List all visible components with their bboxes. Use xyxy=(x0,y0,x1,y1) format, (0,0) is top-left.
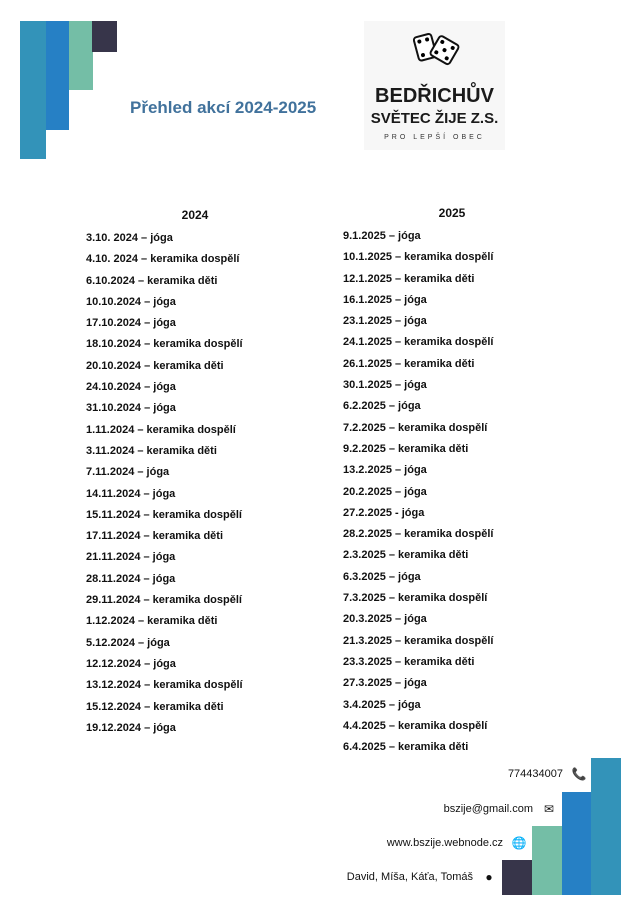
event-item: 3.4.2025 – jóga xyxy=(343,698,421,711)
event-item: 1.11.2024 – keramika dospělí xyxy=(86,423,236,436)
contact-people xyxy=(347,870,497,884)
deco-bar xyxy=(92,21,117,52)
event-item: 3.11.2024 – keramika děti xyxy=(86,444,217,457)
event-item: 21.3.2025 – keramika dospělí xyxy=(343,634,494,647)
logo-name-line2: SVĚTEC ŽIJE Z.S. xyxy=(370,110,499,127)
heading-2025: 2025 xyxy=(438,206,466,220)
event-item: 12.12.2024 – jóga xyxy=(86,657,176,670)
event-item: 6.4.2025 – keramika děti xyxy=(343,741,469,754)
event-item: 4.10. 2024 – keramika dospělí xyxy=(86,253,240,266)
event-item: 9.2.2025 – keramika děti xyxy=(343,442,469,455)
deco-bar xyxy=(502,860,532,895)
event-item: 20.2.2025 – jóga xyxy=(343,485,427,498)
event-item: 3.10. 2024 – jóga xyxy=(86,232,173,244)
event-item: 23.3.2025 – keramika děti xyxy=(343,655,475,668)
event-item: 7.3.2025 – keramika dospělí xyxy=(343,592,488,605)
deco-bar xyxy=(46,21,69,130)
event-item: 6.3.2025 – jóga xyxy=(343,570,421,583)
logo xyxy=(364,21,505,150)
event-item: 19.12.2024 – jóga xyxy=(86,721,176,734)
deco-bar xyxy=(20,21,46,159)
event-item: 17.11.2024 – keramika děti xyxy=(86,530,223,543)
event-item: 29.11.2024 – keramika dospělí xyxy=(86,594,242,607)
logo-tagline: PRO LEPŠÍ OBEC xyxy=(384,134,485,141)
phone-number[interactable]: 774434007 xyxy=(507,768,563,780)
website-link[interactable]: www.bszije.webnode.cz xyxy=(386,837,503,849)
event-item: 24.1.2025 – keramika dospělí xyxy=(343,336,494,349)
person-icon: ● xyxy=(485,870,493,884)
event-item: 14.11.2024 – jóga xyxy=(86,487,176,500)
deco-bar xyxy=(562,792,591,895)
event-item: 23.1.2025 – jóga xyxy=(343,315,427,328)
event-item: 30.1.2025 – jóga xyxy=(343,379,427,392)
event-item: 6.2.2025 – jóga xyxy=(343,400,421,413)
event-item: 17.10.2024 – jóga xyxy=(86,317,176,330)
event-item: 5.12.2024 – jóga xyxy=(86,636,170,649)
event-item: 15.12.2024 – keramika děti xyxy=(86,700,224,713)
event-item: 15.11.2024 – keramika dospělí xyxy=(86,508,242,521)
deco-bar xyxy=(69,21,93,90)
event-item: 18.10.2024 – keramika dospělí xyxy=(86,338,243,351)
event-item: 27.2.2025 - jóga xyxy=(343,506,425,519)
event-item: 28.2.2025 – keramika dospělí xyxy=(343,528,494,541)
envelope-icon: ✉ xyxy=(543,802,555,816)
event-item: 27.3.2025 – jóga xyxy=(343,677,427,690)
events-2024-list xyxy=(86,228,243,739)
event-item: 16.1.2025 – jóga xyxy=(343,293,427,306)
event-item: 12.1.2025 – keramika děti xyxy=(343,272,475,285)
logo-name-line1: BEDŘICHŮV xyxy=(375,85,494,107)
events-2025-list xyxy=(343,226,493,758)
event-item: 26.1.2025 – keramika děti xyxy=(343,357,475,370)
deco-bar xyxy=(532,826,562,895)
email-link[interactable]: bszije@gmail.com xyxy=(443,803,533,815)
event-item: 7.11.2024 – jóga xyxy=(86,466,170,479)
event-item: 13.2.2025 – jóga xyxy=(343,464,427,477)
page-title: Přehled akcí 2024-2025 xyxy=(130,98,317,117)
contact-phone xyxy=(508,767,587,781)
event-item: 1.12.2024 – keramika děti xyxy=(86,615,218,628)
event-item: 4.4.2025 – keramika dospělí xyxy=(343,719,488,732)
event-item: 24.10.2024 – jóga xyxy=(86,381,176,394)
dice-icon xyxy=(412,29,460,71)
event-item: 2.3.2025 – keramika děti xyxy=(343,549,469,562)
deco-bar xyxy=(591,758,621,895)
event-item: 13.12.2024 – keramika dospělí xyxy=(86,679,243,692)
heading-2024: 2024 xyxy=(181,208,209,222)
event-item: 10.10.2024 – jóga xyxy=(86,295,176,308)
event-item: 21.11.2024 – jóga xyxy=(86,551,176,564)
phone-icon: 📞 xyxy=(571,767,587,781)
event-item: 20.3.2025 – jóga xyxy=(343,613,427,626)
event-item: 20.10.2024 – keramika děti xyxy=(86,359,224,372)
event-item: 7.2.2025 – keramika dospělí xyxy=(343,421,488,434)
event-item: 31.10.2024 – jóga xyxy=(86,402,176,415)
event-item: 28.11.2024 – jóga xyxy=(86,572,176,585)
globe-icon: 🌐 xyxy=(511,836,527,850)
event-item: 10.1.2025 – keramika dospělí xyxy=(343,251,494,264)
contact-web xyxy=(387,836,527,850)
contact-email xyxy=(444,802,557,816)
event-item: 6.10.2024 – keramika děti xyxy=(86,274,218,287)
people-names: David, Míša, Káťa, Tomáš xyxy=(346,871,473,883)
event-item: 9.1.2025 – jóga xyxy=(343,230,421,242)
